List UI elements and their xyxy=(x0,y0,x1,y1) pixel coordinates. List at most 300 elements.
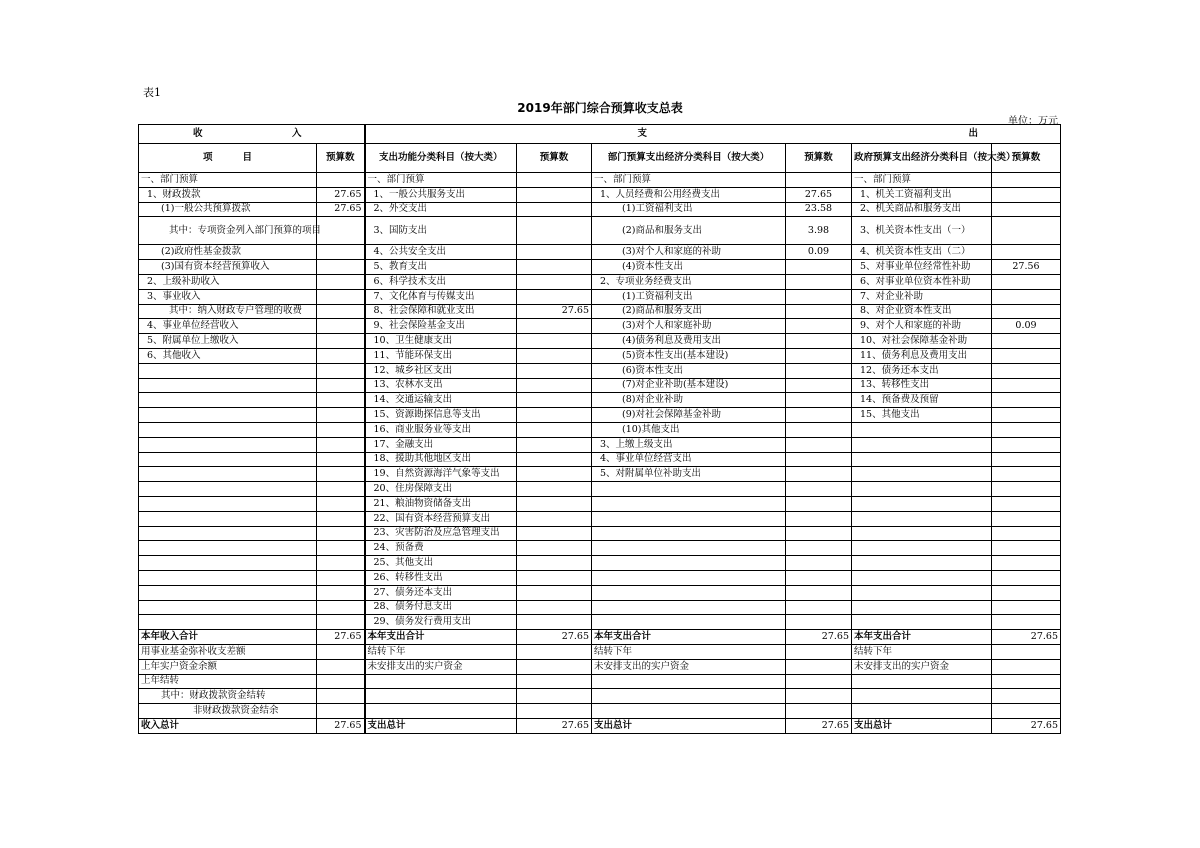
table-row xyxy=(139,689,1061,704)
item-cell: 4、机关资本性支出（二） xyxy=(852,245,992,260)
item-cell: 1、财政拨款 xyxy=(139,187,317,202)
table-row xyxy=(139,408,1061,423)
item-cell: 2、上级补助收入 xyxy=(139,274,317,289)
item-cell xyxy=(592,496,786,511)
expense-total-value-3: 27.65 xyxy=(992,630,1061,645)
item-cell xyxy=(139,570,317,585)
table-row xyxy=(139,334,1061,349)
table-row xyxy=(139,348,1061,363)
budget-value-cell xyxy=(992,467,1061,482)
budget-value-cell xyxy=(786,363,852,378)
budget-value-cell xyxy=(517,334,592,349)
budget-value-cell xyxy=(517,348,592,363)
table-row xyxy=(139,217,1061,245)
expense-header: 支 出 xyxy=(365,125,1061,144)
item-cell: 1、机关工资福利支出 xyxy=(852,187,992,202)
item-cell xyxy=(592,541,786,556)
budget-value-cell xyxy=(992,585,1061,600)
item-cell: (5)资本性支出(基本建设) xyxy=(592,348,786,363)
budget-value-cell xyxy=(317,437,365,452)
table-row xyxy=(139,467,1061,482)
budget-value-cell xyxy=(786,289,852,304)
item-cell: 15、资源勘探信息等支出 xyxy=(365,408,517,423)
table-row xyxy=(139,718,1061,733)
item-cell: (4)资本性支出 xyxy=(592,260,786,275)
table-row xyxy=(139,245,1061,260)
table-row xyxy=(139,570,1061,585)
budget-value-cell xyxy=(317,274,365,289)
item-cell xyxy=(592,570,786,585)
item-cell: (2)商品和服务支出 xyxy=(592,217,786,245)
item-cell: 5、对附属单位补助支出 xyxy=(592,467,786,482)
budget-value-cell xyxy=(992,173,1061,188)
item-cell: 24、预备费 xyxy=(365,541,517,556)
item-cell: (2)政府性基金拨款 xyxy=(139,245,317,260)
budget-value-cell xyxy=(786,274,852,289)
item-header: 项 目 xyxy=(139,144,317,173)
budget-value-cell xyxy=(992,217,1061,245)
budget-value-cell xyxy=(517,378,592,393)
table-row xyxy=(139,482,1061,497)
budget-value-cell xyxy=(786,585,852,600)
item-cell: 2、机关商品和服务支出 xyxy=(852,202,992,217)
table-row xyxy=(139,363,1061,378)
budget-value-cell xyxy=(317,260,365,275)
item-cell xyxy=(139,541,317,556)
budget-value-cell xyxy=(992,378,1061,393)
document-title: 2019年部门综合预算收支总表 xyxy=(517,101,683,115)
table-row xyxy=(139,452,1061,467)
budget-value-cell xyxy=(517,467,592,482)
item-cell: 15、其他支出 xyxy=(852,408,992,423)
cell-text: 结转下年 xyxy=(365,644,517,659)
item-cell: (8)对企业补助 xyxy=(592,393,786,408)
budget-value-cell xyxy=(317,467,365,482)
grand-expense-label-1: 支出总计 xyxy=(365,718,517,733)
item-cell: 20、住房保障支出 xyxy=(365,482,517,497)
table-row xyxy=(139,202,1061,217)
cell-text: 未安排支出的实户资金 xyxy=(852,659,992,674)
item-cell xyxy=(139,378,317,393)
budget-value-cell xyxy=(317,245,365,260)
item-cell xyxy=(139,511,317,526)
budget-value-cell xyxy=(517,585,592,600)
income-header: 收 入 xyxy=(139,125,365,144)
budget-value-cell xyxy=(517,260,592,275)
budget-value-cell xyxy=(517,511,592,526)
budget-value-cell xyxy=(786,482,852,497)
budget-value-cell xyxy=(517,217,592,245)
item-cell: 一、部门预算 xyxy=(139,173,317,188)
expense-total-label-3: 本年支出合计 xyxy=(852,630,992,645)
budget-value-cell xyxy=(786,260,852,275)
item-cell: 6、其他收入 xyxy=(139,348,317,363)
cell-text: 结转下年 xyxy=(852,644,992,659)
budget-value-cell xyxy=(786,408,852,423)
item-cell xyxy=(139,496,317,511)
budget-value-cell xyxy=(786,173,852,188)
cell-text: 用事业基金弥补收支差额 xyxy=(139,644,317,659)
item-cell: (7)对企业补助(基本建设) xyxy=(592,378,786,393)
budget-value-cell xyxy=(517,319,592,334)
item-cell xyxy=(139,452,317,467)
budget-value-cell xyxy=(317,482,365,497)
budget-value-cell xyxy=(317,378,365,393)
budget-header-3: 预算数 xyxy=(786,144,852,173)
budget-value-cell xyxy=(992,393,1061,408)
item-cell xyxy=(592,526,786,541)
item-cell: 25、其他支出 xyxy=(365,556,517,571)
budget-value-cell: 27.65 xyxy=(517,304,592,319)
budget-value-cell xyxy=(317,556,365,571)
expense-total-label-2: 本年支出合计 xyxy=(592,630,786,645)
budget-value-cell xyxy=(517,245,592,260)
budget-value-cell xyxy=(517,437,592,452)
table-row xyxy=(139,556,1061,571)
grand-income-label: 收入总计 xyxy=(139,718,317,733)
item-cell xyxy=(139,363,317,378)
table-row xyxy=(139,437,1061,452)
budget-value-cell xyxy=(317,585,365,600)
item-cell xyxy=(852,600,992,615)
item-cell xyxy=(852,437,992,452)
cell-text: 上年实户资金余额 xyxy=(139,659,317,674)
item-cell xyxy=(592,600,786,615)
budget-value-cell xyxy=(517,187,592,202)
item-cell xyxy=(852,452,992,467)
item-cell: 9、对个人和家庭的补助 xyxy=(852,319,992,334)
item-cell: 2、外交支出 xyxy=(365,202,517,217)
table-row xyxy=(139,378,1061,393)
table-row xyxy=(139,173,1061,188)
budget-value-cell xyxy=(517,482,592,497)
item-cell xyxy=(139,467,317,482)
item-cell xyxy=(139,482,317,497)
item-cell: 19、自然资源海洋气象等支出 xyxy=(365,467,517,482)
item-cell: (1)一般公共预算拨款 xyxy=(139,202,317,217)
item-cell: (1)工资福利支出 xyxy=(592,289,786,304)
budget-value-cell xyxy=(786,467,852,482)
item-cell: 5、教育支出 xyxy=(365,260,517,275)
budget-value-cell xyxy=(992,274,1061,289)
dept-econ-class-header: 部门预算支出经济分类科目（按大类） xyxy=(592,144,786,173)
budget-value-cell xyxy=(517,541,592,556)
budget-header-2: 预算数 xyxy=(517,144,592,173)
item-cell xyxy=(852,511,992,526)
budget-value-cell xyxy=(992,202,1061,217)
budget-value-cell xyxy=(517,452,592,467)
item-cell xyxy=(139,393,317,408)
table-row xyxy=(139,674,1061,689)
budget-value-cell xyxy=(992,408,1061,423)
table-row xyxy=(139,541,1061,556)
budget-value-cell xyxy=(517,600,592,615)
cell-text: 未安排支出的实户资金 xyxy=(365,659,517,674)
item-cell xyxy=(592,585,786,600)
item-cell xyxy=(852,541,992,556)
item-cell: (3)对个人和家庭的补助 xyxy=(592,245,786,260)
budget-value-cell xyxy=(517,393,592,408)
item-cell: 3、事业收入 xyxy=(139,289,317,304)
budget-value-cell xyxy=(317,615,365,630)
item-cell: 18、援助其他地区支出 xyxy=(365,452,517,467)
budget-value-cell xyxy=(786,378,852,393)
budget-value-cell: 0.09 xyxy=(992,319,1061,334)
budget-value-cell xyxy=(517,363,592,378)
item-cell: 9、社会保险基金支出 xyxy=(365,319,517,334)
budget-value-cell xyxy=(317,363,365,378)
budget-value-cell xyxy=(786,600,852,615)
item-cell xyxy=(139,422,317,437)
budget-value-cell xyxy=(317,541,365,556)
budget-value-cell xyxy=(992,541,1061,556)
budget-value-cell xyxy=(786,615,852,630)
item-cell xyxy=(139,526,317,541)
budget-value-cell xyxy=(992,615,1061,630)
item-cell xyxy=(852,496,992,511)
budget-value-cell: 23.58 xyxy=(786,202,852,217)
table-row xyxy=(139,422,1061,437)
item-cell: 一、部门预算 xyxy=(852,173,992,188)
item-cell xyxy=(852,556,992,571)
budget-value-cell xyxy=(992,526,1061,541)
item-cell: 8、对企业资本性支出 xyxy=(852,304,992,319)
budget-value-cell: 0.09 xyxy=(786,245,852,260)
budget-value-cell xyxy=(517,289,592,304)
budget-value-cell xyxy=(317,393,365,408)
budget-value-cell xyxy=(992,304,1061,319)
budget-value-cell xyxy=(786,348,852,363)
budget-value-cell xyxy=(517,496,592,511)
budget-value-cell xyxy=(317,511,365,526)
budget-value-cell xyxy=(992,422,1061,437)
item-cell: 5、附属单位上缴收入 xyxy=(139,334,317,349)
table-row xyxy=(139,659,1061,674)
budget-value-cell xyxy=(317,334,365,349)
item-cell: 7、对企业补助 xyxy=(852,289,992,304)
budget-value-cell xyxy=(517,408,592,423)
item-cell: 4、事业单位经营收入 xyxy=(139,319,317,334)
budget-value-cell xyxy=(992,245,1061,260)
item-cell: 5、对事业单位经常性补助 xyxy=(852,260,992,275)
budget-value-cell xyxy=(786,541,852,556)
item-cell: 16、商业服务业等支出 xyxy=(365,422,517,437)
budget-value-cell xyxy=(517,526,592,541)
item-cell: 2、专项业务经费支出 xyxy=(592,274,786,289)
item-cell: 其中：专项资金列入部门预算的项目 xyxy=(139,217,317,245)
grand-expense-label-3: 支出总计 xyxy=(852,718,992,733)
table-row xyxy=(139,496,1061,511)
function-class-header: 支出功能分类科目（按大类） xyxy=(365,144,517,173)
item-cell: (6)资本性支出 xyxy=(592,363,786,378)
budget-value-cell: 3.98 xyxy=(786,217,852,245)
item-cell: 6、对事业单位资本性补助 xyxy=(852,274,992,289)
unit-label: 单位：万元 xyxy=(1008,116,1058,127)
item-cell xyxy=(592,615,786,630)
budget-value-cell xyxy=(786,393,852,408)
expense-total-value-2: 27.65 xyxy=(786,630,852,645)
budget-value-cell xyxy=(317,422,365,437)
item-cell xyxy=(852,467,992,482)
item-cell xyxy=(852,422,992,437)
header-row-sub xyxy=(139,144,1061,173)
budget-value-cell xyxy=(786,422,852,437)
budget-value-cell xyxy=(317,217,365,245)
item-cell: (4)债务利息及费用支出 xyxy=(592,334,786,349)
budget-value-cell: 27.65 xyxy=(786,187,852,202)
budget-value-cell xyxy=(992,348,1061,363)
table-row xyxy=(139,615,1061,630)
gov-econ-class-header: 政府预算支出经济分类科目（按大类） xyxy=(852,144,992,173)
item-cell: 23、灾害防治及应急管理支出 xyxy=(365,526,517,541)
item-cell xyxy=(139,585,317,600)
item-cell: 26、转移性支出 xyxy=(365,570,517,585)
item-cell: 3、国防支出 xyxy=(365,217,517,245)
expense-total-label-1: 本年支出合计 xyxy=(365,630,517,645)
budget-value-cell: 27.65 xyxy=(317,202,365,217)
budget-value-cell xyxy=(786,526,852,541)
header-row-main xyxy=(139,125,1061,144)
cell-text: 结转下年 xyxy=(592,644,786,659)
item-cell: 13、农林水支出 xyxy=(365,378,517,393)
budget-value-cell xyxy=(992,334,1061,349)
item-cell: 6、科学技术支出 xyxy=(365,274,517,289)
budget-value-cell xyxy=(517,570,592,585)
item-cell: 7、文化体育与传媒支出 xyxy=(365,289,517,304)
item-cell: (3)国有资本经营预算收入 xyxy=(139,260,317,275)
item-cell: 12、债务还本支出 xyxy=(852,363,992,378)
item-cell: 一、部门预算 xyxy=(365,173,517,188)
expense-total-value-1: 27.65 xyxy=(517,630,592,645)
item-cell xyxy=(852,570,992,585)
item-cell: (1)工资福利支出 xyxy=(592,202,786,217)
budget-value-cell xyxy=(517,422,592,437)
budget-value-cell xyxy=(992,363,1061,378)
grand-income-value: 27.65 xyxy=(317,718,365,733)
item-cell: 10、对社会保障基金补助 xyxy=(852,334,992,349)
item-cell xyxy=(139,600,317,615)
budget-value-cell xyxy=(317,570,365,585)
table-row xyxy=(139,393,1061,408)
cell-text: 上年结转 xyxy=(139,674,317,689)
item-cell xyxy=(852,615,992,630)
item-cell xyxy=(139,556,317,571)
budget-value-cell xyxy=(992,452,1061,467)
table-row xyxy=(139,600,1061,615)
budget-value-cell xyxy=(992,289,1061,304)
item-cell: 21、粮油物资储备支出 xyxy=(365,496,517,511)
cell-text: 未安排支出的实户资金 xyxy=(592,659,786,674)
item-cell xyxy=(592,511,786,526)
budget-value-cell xyxy=(517,556,592,571)
cell-text: 非财政拨款资金结余 xyxy=(139,704,317,719)
item-cell: 一、部门预算 xyxy=(592,173,786,188)
budget-value-cell xyxy=(317,600,365,615)
item-cell: 11、节能环保支出 xyxy=(365,348,517,363)
item-cell: 14、交通运输支出 xyxy=(365,393,517,408)
budget-value-cell xyxy=(317,304,365,319)
budget-value-cell xyxy=(786,511,852,526)
item-cell xyxy=(139,408,317,423)
item-cell: 13、转移性支出 xyxy=(852,378,992,393)
item-cell: 17、金融支出 xyxy=(365,437,517,452)
table-row xyxy=(139,704,1061,719)
budget-value-cell xyxy=(517,274,592,289)
item-cell xyxy=(592,556,786,571)
item-cell: 10、卫生健康支出 xyxy=(365,334,517,349)
budget-value-cell xyxy=(317,526,365,541)
budget-value-cell xyxy=(317,289,365,304)
budget-header-4: 预算数 xyxy=(992,144,1061,173)
grand-expense-value-3: 27.65 xyxy=(992,718,1061,733)
table-row xyxy=(139,526,1061,541)
item-cell: 14、预备费及预留 xyxy=(852,393,992,408)
item-cell: 4、公共安全支出 xyxy=(365,245,517,260)
budget-value-cell xyxy=(517,615,592,630)
budget-summary-table xyxy=(138,124,1061,734)
budget-value-cell xyxy=(992,496,1061,511)
budget-value-cell xyxy=(786,570,852,585)
income-total-label: 本年收入合计 xyxy=(139,630,317,645)
budget-value-cell xyxy=(786,496,852,511)
item-cell xyxy=(139,615,317,630)
budget-value-cell xyxy=(992,511,1061,526)
table-row xyxy=(139,274,1061,289)
budget-value-cell xyxy=(786,437,852,452)
income-total-value: 27.65 xyxy=(317,630,365,645)
item-cell: (3)对个人和家庭补助 xyxy=(592,319,786,334)
budget-value-cell: 27.65 xyxy=(317,187,365,202)
table-row xyxy=(139,319,1061,334)
table-row xyxy=(139,289,1061,304)
budget-value-cell xyxy=(786,452,852,467)
item-cell xyxy=(852,526,992,541)
budget-value-cell xyxy=(786,319,852,334)
budget-value-cell xyxy=(992,482,1061,497)
item-cell: (9)对社会保障基金补助 xyxy=(592,408,786,423)
budget-value-cell xyxy=(992,600,1061,615)
item-cell: 1、人员经费和公用经费支出 xyxy=(592,187,786,202)
item-cell: (2)商品和服务支出 xyxy=(592,304,786,319)
item-cell: 8、社会保障和就业支出 xyxy=(365,304,517,319)
budget-value-cell xyxy=(317,348,365,363)
item-cell xyxy=(592,482,786,497)
budget-value-cell xyxy=(786,334,852,349)
item-cell: 3、上缴上级支出 xyxy=(592,437,786,452)
item-cell: 29、债务发行费用支出 xyxy=(365,615,517,630)
budget-value-cell xyxy=(517,202,592,217)
table-row xyxy=(139,260,1061,275)
budget-value-cell xyxy=(317,496,365,511)
item-cell: 4、事业单位经营支出 xyxy=(592,452,786,467)
table-row xyxy=(139,187,1061,202)
budget-value-cell xyxy=(992,570,1061,585)
budget-value-cell xyxy=(992,437,1061,452)
table-row xyxy=(139,630,1061,645)
item-cell: 28、债务付息支出 xyxy=(365,600,517,615)
table-row xyxy=(139,511,1061,526)
table-row xyxy=(139,585,1061,600)
table-row xyxy=(139,644,1061,659)
table-number: 表1 xyxy=(143,86,161,99)
item-cell: 1、一般公共服务支出 xyxy=(365,187,517,202)
item-cell xyxy=(852,585,992,600)
budget-header-1: 预算数 xyxy=(317,144,365,173)
budget-value-cell xyxy=(317,319,365,334)
budget-value-cell: 27.56 xyxy=(992,260,1061,275)
item-cell: 27、债务还本支出 xyxy=(365,585,517,600)
budget-value-cell xyxy=(317,408,365,423)
